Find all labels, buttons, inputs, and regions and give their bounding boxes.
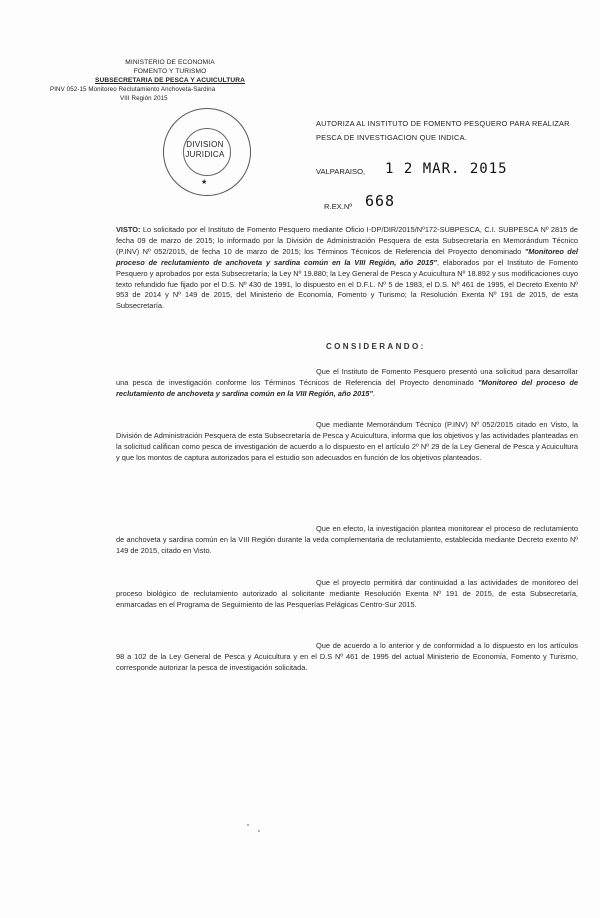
resolution-date-stamp: 1 2 MAR. 2015 bbox=[385, 161, 508, 177]
seal-line-1: DIVISION bbox=[186, 140, 224, 149]
considerando-paragraph-2: Que mediante Memorándum Técnico (P.INV) Nº 052/2015 citado en Visto, la División de Administración Pesquera de esta Subsecretaría de Pesca y Acuicultura, informa que los objetivos y las actividades planteadas en la solicitud califican como pesca de investigación de acuerdo a lo dispuesto en el artículo 2º Nº 29 de la Ley General de Pesca y Acuicultura y que los montos de captura autorizados para el estudio son adecuados en función de los objetivos planteados. bbox=[116, 420, 578, 462]
issuer-header bbox=[50, 58, 270, 103]
subsecretaria-line: SUBSECRETARIA DE PESCA Y ACUICULTURA bbox=[94, 77, 246, 84]
seal-star-icon: ★ bbox=[201, 179, 208, 186]
resolution-number: 668 bbox=[365, 192, 396, 210]
visto-lead: VISTO: bbox=[116, 225, 141, 234]
seal-line-2: JURIDICA bbox=[185, 150, 225, 159]
resolution-subject: AUTORIZA AL INSTITUTO DE FOMENTO PESQUERO PARA REALIZAR PESCA DE INVESTIGACION QUE INDICA. bbox=[316, 119, 570, 142]
resolution-number-label: R.EX.Nº bbox=[324, 202, 353, 211]
considerando-paragraph-5: Que de acuerdo a lo anterior y de conformidad a lo dispuesto en los artículos 98 a 102 de la Ley General de Pesca y Acuicultura y en el D.S Nº 461 de 1995 del actual Ministerio de Economía, Fomento y Turismo, corresponde autorizar la pesca de investigación solicitada. bbox=[116, 641, 578, 672]
considerando-paragraph-1 bbox=[116, 367, 578, 400]
reference-region: VIII Región 2015 bbox=[120, 95, 168, 102]
considerando-heading: CONSIDERANDO: bbox=[326, 342, 426, 351]
considerando-paragraph-3: Que en efecto, la investigación plantea monitorear el proceso de reclutamiento de anchoveta y sardina común en la VIII Región durante la veda complementaria de reclutamiento, establecida mediante Decreto exento Nº 149 de 2015, citado en Visto. bbox=[116, 524, 578, 555]
considerando-paragraph-4: Que el proyecto permitirá dar continuidad a las actividades de monitoreo del proceso biológico de reclutamiento autorizado al solicitante mediante Resolución Exenta Nº 191 de 2015, de esta Subsecretaría, enmarcadas en el Programa de Seguimiento de las Pesquerías Pelágicas Centro-Sur 2015. bbox=[116, 578, 578, 609]
reference-code: PINV 052-15 Monitoreo Reclutamiento Anchoveta-Sardina bbox=[50, 86, 216, 93]
c1-project-title: "Monitoreo del proceso de reclutamiento de anchoveta y sardina común en la VIII Región, año 2015" bbox=[116, 377, 578, 398]
visto-text-a: Lo solicitado por el Instituto de Fomento Pesquero mediante Oficio I-DP/DIR/2015/Nº172-SUBPESCA, C.I. SUBPESCA Nº 2815 de fecha 09 de marzo de 2015; lo informado por la División de Administración Pesquera de esta Subsecretaría en Memorándum Técnico (P.INV) Nº 052/2015, de fecha 10 de marzo de 2015; los Términos Técnicos de Referencia del Proyecto denominado bbox=[116, 225, 578, 256]
c1-text-b: . bbox=[372, 388, 375, 398]
place-label: VALPARAISO, bbox=[316, 167, 366, 176]
visto-text-b: , elaborados por el Instituto de Fomento Pesquero y aprobados por esta Subsecretaría; la Ley Nº 19.880; la Ley General de Pesca y Acuicultura Nº 18.892 y sus modificaciones cuyo texto refundido fue fijado por el D.S. Nº 430 de 1991, lo dispuesto en el D.F.L. Nº 5 de 1983, el D.S. Nº 461 de 1995, el Decreto Exento Nº 953 de 2014 y Nº 149 de 2015, del Ministerio de Economía, Fomento y Turismo; la Resolución Exenta Nº 191 de 2015, de esta Subsecretaría. bbox=[116, 257, 578, 311]
c1-text-a: Que el Instituto de Fomento Pesquero presentó una solicitud para desarrollar una pesca de investigación conforme los Términos Técnicos de Referencia del Proyecto denominado bbox=[116, 367, 578, 387]
visto-project-title: "Monitoreo del proceso de reclutamiento de anchoveta y sardina común en la VIII Región, año 2015" bbox=[116, 246, 578, 267]
visto-paragraph bbox=[116, 225, 578, 312]
scan-speck bbox=[247, 824, 249, 826]
ministry-line-2: FOMENTO Y TURISMO bbox=[133, 68, 207, 75]
ministry-line: MINISTERIO DE ECONOMIA bbox=[125, 59, 215, 66]
scan-speck bbox=[258, 830, 260, 832]
seal-text bbox=[172, 140, 238, 160]
